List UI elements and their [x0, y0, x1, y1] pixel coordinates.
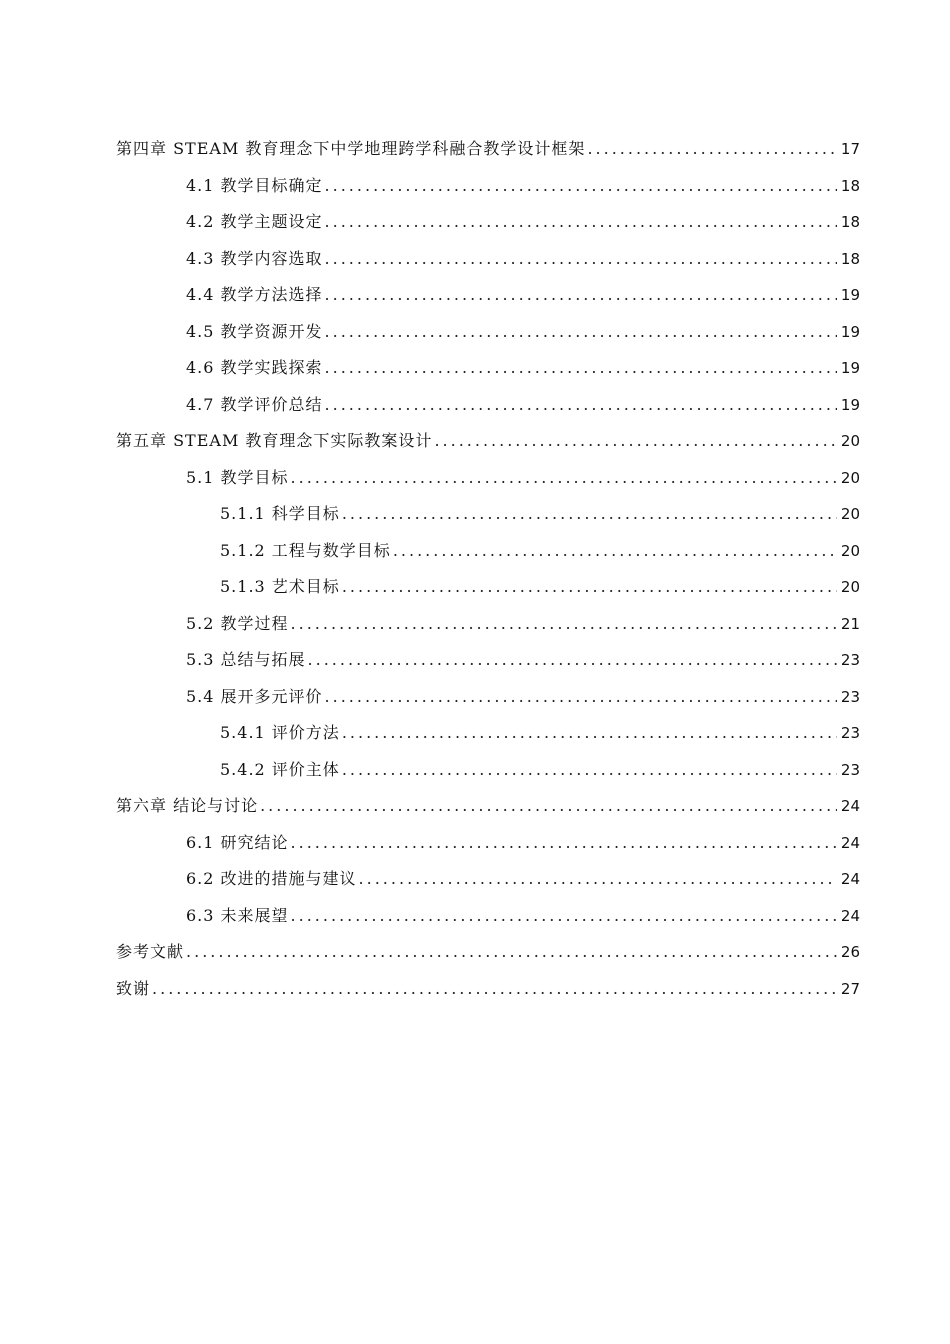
toc-entry-label: 5.1.2 工程与数学目标 [220, 540, 391, 560]
toc-entry[interactable] [116, 861, 860, 898]
toc-entry-page: 24 [840, 833, 860, 852]
toc-leader-dots [342, 496, 837, 533]
toc-leader-dots [308, 642, 837, 679]
toc-entry-label: 第四章 STEAM 教育理念下中学地理跨学科融合教学设计框架 [116, 139, 586, 158]
toc-entry[interactable] [116, 898, 860, 935]
toc-entry-label: 4.5 教学资源开发 [186, 321, 323, 341]
toc-entry-page: 20 [840, 505, 860, 523]
toc-entry-page: 19 [840, 359, 860, 377]
toc-entry-label: 5.1.3 艺术目标 [220, 577, 340, 596]
toc-leader-dots [325, 314, 837, 351]
toc-entry-label: 4.2 教学主题设定 [186, 212, 323, 231]
toc-entry-label: 6.1 研究结论 [186, 832, 289, 852]
toc-entry-label: 5.3 总结与拓展 [186, 650, 306, 669]
toc-entry-label: 5.2 教学过程 [186, 613, 289, 633]
toc-entry-label: 4.3 教学内容选取 [186, 248, 323, 268]
toc-entry-label: 4.4 教学方法选择 [186, 285, 323, 304]
toc-leader-dots [291, 898, 837, 935]
toc-entry-page: 20 [840, 578, 860, 596]
toc-leader-dots [325, 679, 837, 716]
toc-leader-dots [291, 460, 837, 497]
toc-entry[interactable] [116, 569, 860, 606]
toc-entry-page: 23 [840, 724, 860, 742]
toc-entry-page: 18 [840, 213, 860, 231]
toc-leader-dots [342, 752, 837, 789]
toc-entry-page: 19 [840, 286, 860, 304]
toc-entry[interactable] [116, 496, 860, 533]
toc-entry-label: 4.7 教学评价总结 [186, 394, 323, 414]
toc-entry[interactable] [116, 423, 860, 460]
toc-entry-label: 4.6 教学实践探索 [186, 358, 323, 377]
toc-entry-label: 5.1.1 科学目标 [220, 504, 340, 523]
toc-entry-page: 18 [840, 249, 860, 268]
toc-leader-dots [325, 350, 837, 387]
toc-entry-page: 23 [840, 651, 860, 669]
toc-entry-page: 19 [840, 322, 860, 341]
toc-entry-label: 4.1 教学目标确定 [186, 175, 323, 195]
toc-entry[interactable] [116, 642, 860, 679]
toc-entry[interactable] [116, 241, 860, 278]
toc-entry-page: 21 [840, 614, 860, 633]
toc-entry-label: 致谢 [116, 978, 151, 998]
toc-entry[interactable] [116, 679, 860, 716]
toc-entry-label: 5.4.1 评价方法 [220, 723, 340, 742]
toc-entry-label: 5.1 教学目标 [186, 467, 289, 487]
toc-entry[interactable] [116, 606, 860, 643]
toc-entry-page: 23 [840, 760, 860, 779]
toc-leader-dots [393, 533, 837, 570]
toc-leader-dots [186, 934, 837, 971]
toc-entry[interactable] [116, 204, 860, 241]
toc-leader-dots [359, 861, 837, 898]
toc-leader-dots [260, 788, 837, 825]
toc-leader-dots [587, 131, 836, 168]
toc-leader-dots [325, 168, 837, 205]
toc-entry-label: 第六章 结论与讨论 [116, 796, 259, 815]
toc-entry[interactable] [116, 934, 860, 971]
toc-entry-label: 5.4 展开多元评价 [186, 686, 323, 706]
toc-entry-page: 24 [840, 797, 860, 815]
toc-entry-page: 19 [840, 395, 860, 414]
toc-entry-label: 6.3 未来展望 [186, 905, 289, 925]
toc-entry[interactable] [116, 387, 860, 424]
toc-entry[interactable] [116, 533, 860, 570]
toc-entry-page: 18 [840, 176, 860, 195]
toc-entry[interactable] [116, 168, 860, 205]
toc-entry-label: 参考文献 [116, 942, 185, 961]
toc-leader-dots [342, 569, 837, 606]
toc-leader-dots [325, 204, 837, 241]
toc-leader-dots [325, 387, 837, 424]
toc-entry-label: 5.4.2 评价主体 [220, 759, 340, 779]
toc-entry-page: 24 [840, 906, 860, 925]
toc-entry-label: 第五章 STEAM 教育理念下实际教案设计 [116, 431, 433, 450]
toc-entry-page: 27 [840, 979, 860, 998]
toc-entry[interactable] [116, 825, 860, 862]
toc-entry[interactable] [116, 715, 860, 752]
toc-entry-page: 26 [840, 943, 860, 961]
table-of-contents [116, 131, 860, 1007]
toc-leader-dots [152, 971, 837, 1008]
toc-entry[interactable] [116, 350, 860, 387]
toc-entry-page: 20 [840, 468, 860, 487]
toc-leader-dots [291, 606, 837, 643]
toc-entry[interactable] [116, 788, 860, 825]
toc-entry-page: 20 [840, 541, 860, 560]
toc-entry-page: 24 [840, 870, 860, 888]
toc-entry-page: 23 [840, 687, 860, 706]
toc-entry[interactable] [116, 131, 860, 168]
toc-entry[interactable] [116, 277, 860, 314]
toc-entry[interactable] [116, 752, 860, 789]
toc-entry-page: 20 [840, 432, 860, 450]
toc-leader-dots [434, 423, 836, 460]
toc-leader-dots [342, 715, 837, 752]
toc-entry[interactable] [116, 971, 860, 1008]
toc-entry[interactable] [116, 314, 860, 351]
toc-leader-dots [325, 277, 837, 314]
toc-entry-page: 17 [840, 140, 860, 158]
toc-entry[interactable] [116, 460, 860, 497]
toc-leader-dots [291, 825, 837, 862]
toc-leader-dots [325, 241, 837, 278]
toc-entry-label: 6.2 改进的措施与建议 [186, 869, 357, 888]
